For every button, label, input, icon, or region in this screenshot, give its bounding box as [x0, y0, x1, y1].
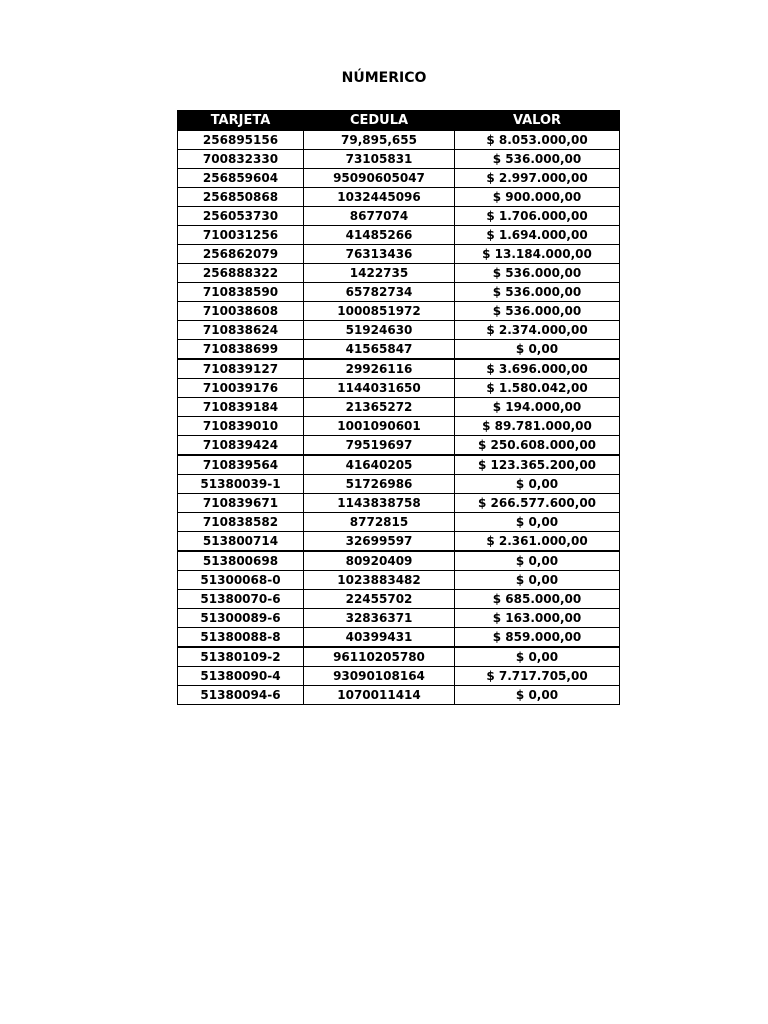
table-header	[178, 111, 620, 131]
cell-tarjeta: 256888322	[178, 264, 304, 283]
cell-cedula: 96110205780	[304, 647, 455, 667]
cell-valor: $ 859.000,00	[455, 628, 620, 648]
table-row	[178, 475, 620, 494]
cell-cedula: 21365272	[304, 398, 455, 417]
cell-valor: $ 89.781.000,00	[455, 417, 620, 436]
cell-valor: $ 536.000,00	[455, 283, 620, 302]
cell-cedula: 73105831	[304, 150, 455, 169]
cell-cedula: 1422735	[304, 264, 455, 283]
cell-cedula: 41485266	[304, 226, 455, 245]
cell-valor: $ 0,00	[455, 686, 620, 705]
cell-cedula: 41565847	[304, 340, 455, 360]
cell-tarjeta: 710839671	[178, 494, 304, 513]
cell-tarjeta: 710838582	[178, 513, 304, 532]
table-row	[178, 264, 620, 283]
cell-tarjeta: 710839127	[178, 359, 304, 379]
table-row	[178, 169, 620, 188]
cell-valor: $ 250.608.000,00	[455, 436, 620, 456]
cell-cedula: 1144031650	[304, 379, 455, 398]
table-row	[178, 494, 620, 513]
cell-cedula: 51924630	[304, 321, 455, 340]
table-row	[178, 207, 620, 226]
cell-tarjeta: 51380070-6	[178, 590, 304, 609]
cell-cedula: 8772815	[304, 513, 455, 532]
cell-cedula: 80920409	[304, 551, 455, 571]
cell-cedula: 1143838758	[304, 494, 455, 513]
header-row	[178, 111, 620, 131]
cell-valor: $ 536.000,00	[455, 302, 620, 321]
cell-valor: $ 2.374.000,00	[455, 321, 620, 340]
cell-valor: $ 194.000,00	[455, 398, 620, 417]
table-row	[178, 436, 620, 456]
cell-cedula: 79,895,655	[304, 131, 455, 150]
cell-tarjeta: 51380039-1	[178, 475, 304, 494]
table-row	[178, 628, 620, 648]
cell-valor: $ 1.706.000,00	[455, 207, 620, 226]
cell-tarjeta: 710838624	[178, 321, 304, 340]
cell-tarjeta: 51380090-4	[178, 667, 304, 686]
table-row	[178, 686, 620, 705]
header-tarjeta: TARJETA	[178, 111, 304, 131]
cell-tarjeta: 51380088-8	[178, 628, 304, 648]
cell-cedula: 51726986	[304, 475, 455, 494]
table-row	[178, 590, 620, 609]
cell-cedula: 76313436	[304, 245, 455, 264]
cell-valor: $ 0,00	[455, 513, 620, 532]
cell-valor: $ 1.580.042,00	[455, 379, 620, 398]
cell-tarjeta: 51300068-0	[178, 571, 304, 590]
cell-cedula: 1023883482	[304, 571, 455, 590]
table-row	[178, 245, 620, 264]
cell-tarjeta: 710839184	[178, 398, 304, 417]
table-row	[178, 321, 620, 340]
cell-tarjeta: 700832330	[178, 150, 304, 169]
cell-valor: $ 0,00	[455, 647, 620, 667]
cell-tarjeta: 710031256	[178, 226, 304, 245]
cell-valor: $ 536.000,00	[455, 264, 620, 283]
cell-tarjeta: 256859604	[178, 169, 304, 188]
cell-tarjeta: 513800714	[178, 532, 304, 552]
cell-tarjeta: 51380109-2	[178, 647, 304, 667]
table-row	[178, 551, 620, 571]
cell-cedula: 79519697	[304, 436, 455, 456]
cell-tarjeta: 710839424	[178, 436, 304, 456]
header-cedula: CEDULA	[304, 111, 455, 131]
cell-tarjeta: 256053730	[178, 207, 304, 226]
cell-cedula: 41640205	[304, 455, 455, 475]
cell-tarjeta: 710038608	[178, 302, 304, 321]
table-body	[178, 131, 620, 705]
cell-tarjeta: 51300089-6	[178, 609, 304, 628]
cell-cedula: 22455702	[304, 590, 455, 609]
cell-cedula: 8677074	[304, 207, 455, 226]
cell-tarjeta: 51380094-6	[178, 686, 304, 705]
cell-tarjeta: 256850868	[178, 188, 304, 207]
page-title: NÚMERICO	[341, 70, 427, 86]
table-row	[178, 647, 620, 667]
table-row	[178, 188, 620, 207]
header-valor: VALOR	[455, 111, 620, 131]
cell-tarjeta: 256862079	[178, 245, 304, 264]
data-table	[177, 110, 620, 705]
table-row	[178, 398, 620, 417]
table-row	[178, 226, 620, 245]
cell-valor: $ 900.000,00	[455, 188, 620, 207]
cell-valor: $ 123.365.200,00	[455, 455, 620, 475]
cell-valor: $ 0,00	[455, 475, 620, 494]
cell-cedula: 1001090601	[304, 417, 455, 436]
cell-cedula: 1000851972	[304, 302, 455, 321]
cell-valor: $ 0,00	[455, 551, 620, 571]
cell-cedula: 93090108164	[304, 667, 455, 686]
cell-cedula: 32699597	[304, 532, 455, 552]
cell-valor: $ 536.000,00	[455, 150, 620, 169]
cell-cedula: 32836371	[304, 609, 455, 628]
cell-tarjeta: 710839564	[178, 455, 304, 475]
table-row	[178, 340, 620, 360]
cell-cedula: 1032445096	[304, 188, 455, 207]
table-row	[178, 302, 620, 321]
cell-valor: $ 7.717.705,00	[455, 667, 620, 686]
table-row	[178, 532, 620, 552]
cell-tarjeta: 513800698	[178, 551, 304, 571]
table-row	[178, 667, 620, 686]
cell-valor: $ 685.000,00	[455, 590, 620, 609]
cell-cedula: 65782734	[304, 283, 455, 302]
table-row	[178, 131, 620, 150]
cell-valor: $ 2.361.000,00	[455, 532, 620, 552]
cell-tarjeta: 256895156	[178, 131, 304, 150]
cell-valor: $ 2.997.000,00	[455, 169, 620, 188]
cell-tarjeta: 710839010	[178, 417, 304, 436]
cell-tarjeta: 710838590	[178, 283, 304, 302]
table-row	[178, 379, 620, 398]
table-row	[178, 455, 620, 475]
cell-cedula: 1070011414	[304, 686, 455, 705]
cell-valor: $ 8.053.000,00	[455, 131, 620, 150]
table-row	[178, 359, 620, 379]
cell-valor: $ 163.000,00	[455, 609, 620, 628]
cell-valor: $ 3.696.000,00	[455, 359, 620, 379]
cell-cedula: 95090605047	[304, 169, 455, 188]
cell-tarjeta: 710039176	[178, 379, 304, 398]
table-row	[178, 283, 620, 302]
table-row	[178, 150, 620, 169]
table-row	[178, 513, 620, 532]
cell-cedula: 40399431	[304, 628, 455, 648]
cell-tarjeta: 710838699	[178, 340, 304, 360]
table-row	[178, 417, 620, 436]
cell-cedula: 29926116	[304, 359, 455, 379]
cell-valor: $ 0,00	[455, 571, 620, 590]
cell-valor: $ 0,00	[455, 340, 620, 360]
cell-valor: $ 13.184.000,00	[455, 245, 620, 264]
cell-valor: $ 1.694.000,00	[455, 226, 620, 245]
table-row	[178, 571, 620, 590]
cell-valor: $ 266.577.600,00	[455, 494, 620, 513]
table-row	[178, 609, 620, 628]
